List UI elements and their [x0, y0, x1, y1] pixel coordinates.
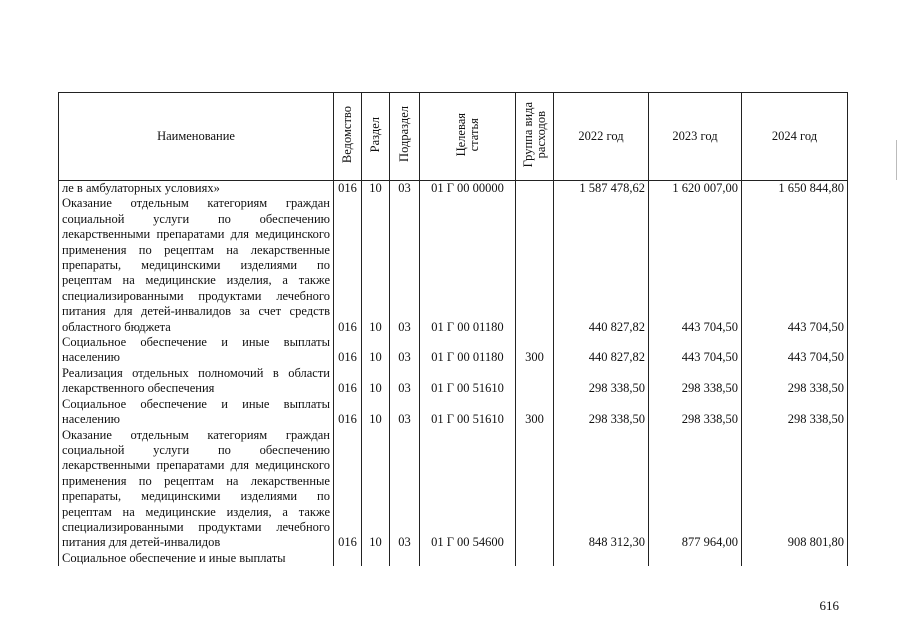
row-2022: 1 587 478,62 — [554, 181, 649, 197]
row-section: 10 — [362, 181, 390, 197]
row-2024: 1 650 844,80 — [742, 181, 848, 197]
row-target-article: 01 Г 00 01180 — [420, 335, 516, 366]
header-2022: 2022 год — [554, 93, 649, 181]
row-2022: 298 338,50 — [554, 366, 649, 397]
budget-table — [58, 92, 848, 566]
row-name: Социальное обеспечение и иные выплаты населению — [59, 335, 334, 366]
header-expense-group: Группа вида расходов — [516, 93, 554, 181]
row-section: 10 — [362, 397, 390, 428]
row-2022 — [554, 551, 649, 566]
scan-margin-mark — [896, 140, 897, 180]
row-2024: 908 801,80 — [742, 428, 848, 551]
row-ministry: 016 — [334, 335, 362, 366]
row-subsection: 03 — [390, 397, 420, 428]
row-expense-group — [516, 551, 554, 566]
row-expense-group: 300 — [516, 335, 554, 366]
row-ministry: 016 — [334, 397, 362, 428]
row-ministry: 016 — [334, 366, 362, 397]
row-2023: 443 704,50 — [649, 335, 742, 366]
row-section: 10 — [362, 335, 390, 366]
row-ministry: 016 — [334, 196, 362, 335]
header-2023: 2023 год — [649, 93, 742, 181]
row-expense-group: 300 — [516, 397, 554, 428]
row-section: 10 — [362, 366, 390, 397]
row-name: Социальное обеспечение и иные выплаты населению — [59, 397, 334, 428]
row-target-article — [420, 551, 516, 566]
row-subsection — [390, 551, 420, 566]
row-subsection: 03 — [390, 428, 420, 551]
row-name: Реализация отдельных полномочий в области лекарственного обеспечения — [59, 366, 334, 397]
row-2023: 298 338,50 — [649, 397, 742, 428]
table-row — [59, 397, 848, 428]
row-ministry: 016 — [334, 428, 362, 551]
row-2022: 848 312,30 — [554, 428, 649, 551]
row-target-article: 01 Г 00 51610 — [420, 397, 516, 428]
table-row — [59, 551, 848, 566]
row-2024 — [742, 551, 848, 566]
row-expense-group — [516, 366, 554, 397]
row-subsection: 03 — [390, 335, 420, 366]
row-section — [362, 551, 390, 566]
row-expense-group — [516, 428, 554, 551]
table-row — [59, 181, 848, 197]
header-subsection: Подраздел — [390, 93, 420, 181]
row-ministry: 016 — [334, 181, 362, 197]
row-name: ле в амбулаторных условиях» — [59, 181, 334, 197]
table-row — [59, 196, 848, 335]
page-number: 616 — [819, 598, 839, 613]
row-2024: 443 704,50 — [742, 335, 848, 366]
row-expense-group — [516, 181, 554, 197]
row-subsection: 03 — [390, 196, 420, 335]
row-subsection: 03 — [390, 181, 420, 197]
table-row — [59, 366, 848, 397]
table-row — [59, 335, 848, 366]
row-subsection: 03 — [390, 366, 420, 397]
table-header-row — [59, 93, 848, 181]
row-2022: 440 827,82 — [554, 335, 649, 366]
row-2024: 298 338,50 — [742, 397, 848, 428]
row-target-article: 01 Г 00 51610 — [420, 366, 516, 397]
row-2024: 298 338,50 — [742, 366, 848, 397]
header-section: Раздел — [362, 93, 390, 181]
row-2023: 443 704,50 — [649, 196, 742, 335]
row-name: Оказание отдельным категориям граждан социальной услуги по обеспечению лекарственными препаратами для медицинского применения по рецептам на лекарственные препараты, медицинскими изделиями по рецептам на медицинские изделия, а также специализированными продуктами лечебного питания для детей-инвалидов за счет средств областного бюджета — [59, 196, 334, 335]
row-2023: 298 338,50 — [649, 366, 742, 397]
header-2024: 2024 год — [742, 93, 848, 181]
row-2024: 443 704,50 — [742, 196, 848, 335]
header-name: Наименование — [59, 93, 334, 181]
row-section: 10 — [362, 196, 390, 335]
row-2022: 298 338,50 — [554, 397, 649, 428]
row-2023: 877 964,00 — [649, 428, 742, 551]
row-2022: 440 827,82 — [554, 196, 649, 335]
row-target-article: 01 Г 00 01180 — [420, 196, 516, 335]
header-ministry: Ведомство — [334, 93, 362, 181]
row-section: 10 — [362, 428, 390, 551]
header-target-article: Целевая статья — [420, 93, 516, 181]
row-target-article: 01 Г 00 54600 — [420, 428, 516, 551]
row-2023 — [649, 551, 742, 566]
row-name: Социальное обеспечение и иные выплаты — [59, 551, 334, 566]
row-2023: 1 620 007,00 — [649, 181, 742, 197]
row-expense-group — [516, 196, 554, 335]
table-row — [59, 428, 848, 551]
row-ministry — [334, 551, 362, 566]
row-target-article: 01 Г 00 00000 — [420, 181, 516, 197]
row-name: Оказание отдельным категориям граждан социальной услуги по обеспечению лекарственными препаратами для медицинского применения по рецептам на лекарственные препараты, медицинскими изделиями по рецептам на медицинские изделия, а также специализированными продуктами лечебного питания для детей-инвалидов — [59, 428, 334, 551]
